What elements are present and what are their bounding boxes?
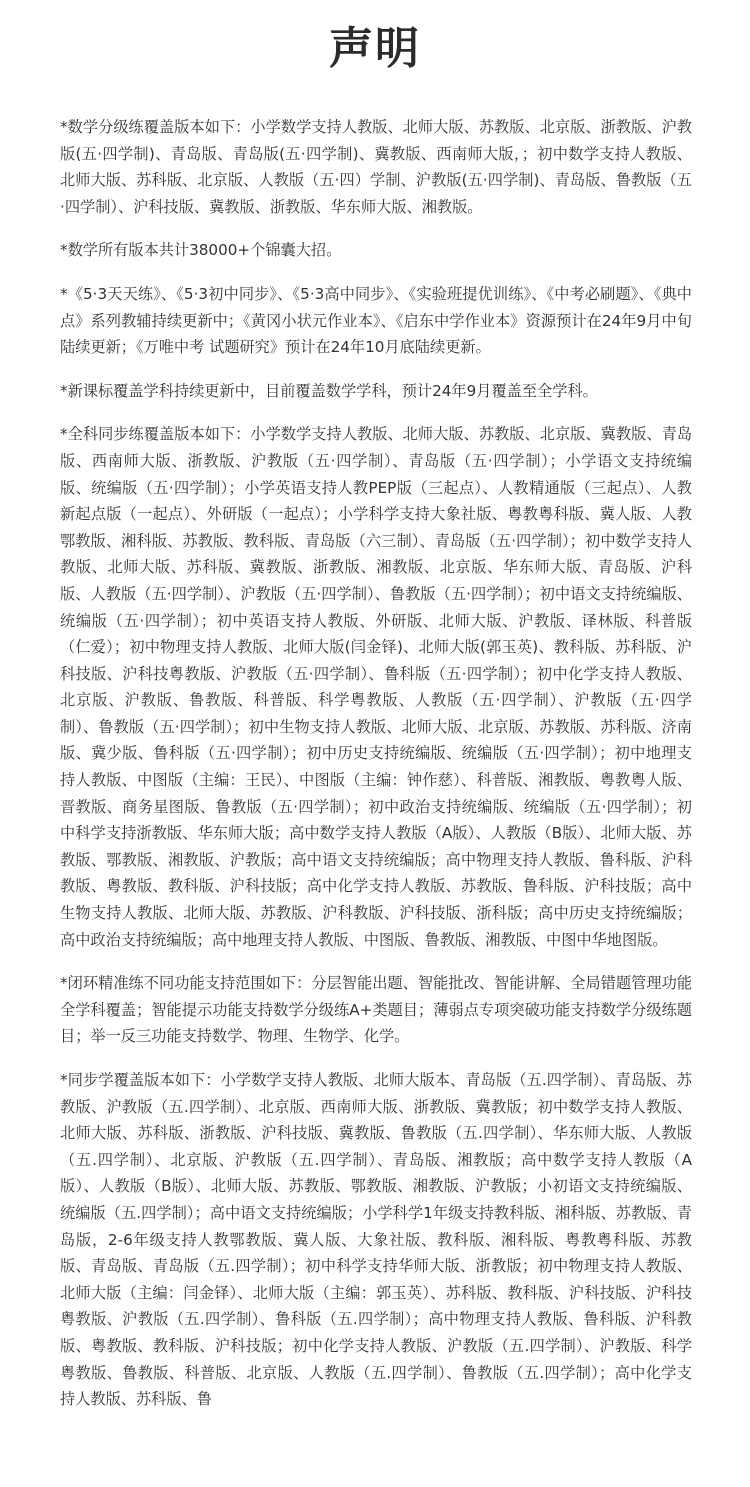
statement-content <box>60 114 692 1430</box>
statement-paragraph-closed-loop: *闭环精准练不同功能支持范围如下：分层智能出题、智能批改、智能讲解、全局错题管理功能全学科覆盖；智能提示功能支持数学分级练A+类题目；薄弱点专项突破功能支持数学分级练题目；举一反三功能支持数学、物理、生物学、化学。 <box>60 974 692 1046</box>
statement-paragraph-tips-count: *数学所有版本共计38000+个锦囊大招。 <box>60 241 342 260</box>
statement-paragraph-all-subjects: *全科同步练覆盖版本如下：小学数学支持人教版、北师大版、苏教版、北京版、冀教版、青岛版、西南师大版、浙教版、沪教版（五·四学制）、青岛版（五·四学制）；小学语文支持统编版、统编版（五·四学制）；小学英语支持人教PEP版（三起点）、人教精通版（三起点）、人教新起点版（一起点）、外研版（一起点）；小学科学支持大象社版、粤教粤科版、冀人版、人教鄂教版、湘科版、苏教版、教科版、青岛版（六三制）、青岛版（五·四学制）；初中数学支持人教版、北师大版、苏科版、冀教版、浙教版、湘教版、北京版、华东师大版、青岛版、沪科版、人教版（五·四学制）、沪教版（五·四学制）、鲁教版（五·四学制）；初中语文支持统编版、统编版（五·四学制）；初中英语支持人教版、外研版、北师大版、沪教版、译林版、科普版（仁爱）；初中物理支持人教版、北师大版(闫金铎)、北师大版(郭玉英)、教科版、苏科版、沪科技版、沪科技粤教版、沪教版（五·四学制）、鲁科版（五·四学制）；初中化学支持人教版、北京版、沪教版、鲁教版、科普版、科学粤教版、人教版（五·四学制）、沪教版（五·四学制）、鲁教版（五·四学制）；初中生物支持人教版、北师大版、北京版、苏教版、苏科版、济南版、冀少版、鲁科版（五·四学制）；初中历史支持统编版、统编版（五·四学制）；初中地理支持人教版、中图版（主编：王民）、中图版（主编：钟作慈）、科普版、湘教版、粤教粤人版、晋教版、商务星图版、鲁教版（五·四学制）；初中政治支持统编版、统编版（五·四学制）；初中科学支持浙教版、华东师大版；高中数学支持人教版（A版）、人教版（B版）、北师大版、苏教版、鄂教版、湘教版、沪教版；高中语文支持统编版；高中物理支持人教版、鲁科版、沪科教版、粤教版、教科版、沪科技版；高中化学支持人教版、苏教版、鲁科版、沪科技版；高中生物支持人教版、北师大版、苏教版、沪科教版、沪科技版、浙科版；高中历史支持统编版；高中政治支持统编版；高中地理支持人教版、中图版、鲁教版、湘教版、中图中华地图版。 <box>60 425 692 949</box>
statement-paragraph-workbooks: *《5·3天天练》、《5·3初中同步》、《5·3高中同步》、《实验班提优训练》、《中考必刷题》、《典中点》系列教辅持续更新中；《黄冈小状元作业本》、《启东中学作业本》资源预计在24年9月中旬陆续更新；《万唯中考 试题研究》预计在24年10月底陆续更新。 <box>60 284 692 357</box>
statement-paragraph-sync-learning: *同步学覆盖版本如下：小学数学支持人教版、北师大版本、青岛版（五.四学制）、青岛版、苏教版、沪教版（五.四学制）、北京版、西南师大版、浙教版、冀教版；初中数学支持人教版、北师大版、苏科版、浙教版、沪科技版、冀教版、鲁教版（五.四学制）、华东师大版、人教版（五.四学制）、北京版、沪教版（五.四学制）、青岛版、湘教版；高中数学支持人教版（A版）、人教版（B版）、北师大版、苏教版、鄂教版、湘教版、沪教版；小初语文支持统编版、统编版（五.四学制）；高中语文支持统编版；小学科学1年级支持教科版、湘科版、苏教版、青岛版，2-6年级支持人教鄂教版、冀人版、大象社版、教科版、湘科版、粤教粤科版、苏教版、青岛版、青岛版（五.四学制）；初中科学支持华师大版、浙教版；初中物理支持人教版、北师大版（主编：闫金铎）、北师大版（主编：郭玉英）、苏科版、教科版、沪科技版、沪科技粤教版、沪教版（五.四学制）、鲁科版（五.四学制）；高中物理支持人教版、鲁科版、沪科教版、粤教版、教科版、沪科技版；初中化学支持人教版、沪教版（五.四学制）、沪教版、科学粤教版、鲁教版、科普版、北京版、人教版（五.四学制）、鲁教版（五.四学制）；高中化学支持人教版、苏科版、鲁 <box>60 1071 692 1409</box>
statement-paragraph-new-curriculum: *新课标覆盖学科持续更新中，目前覆盖数学学科，预计24年9月覆盖至全学科。 <box>60 381 598 400</box>
page-title: 声明 <box>329 23 421 74</box>
statement-paragraph-math-levels: *数学分级练覆盖版本如下：小学数学支持人教版、北师大版、苏教版、北京版、浙教版、沪教版(五·四学制)、青岛版、青岛版(五·四学制)、冀教版、西南师大版，；初中数学支持人教版、北师大版、苏科版、北京版、人教版（五·四）学制、沪教版(五·四学制)、青岛版、鲁教版（五·四学制）、沪科技版、冀教版、浙教版、华东师大版、湘教版。 <box>60 118 692 216</box>
